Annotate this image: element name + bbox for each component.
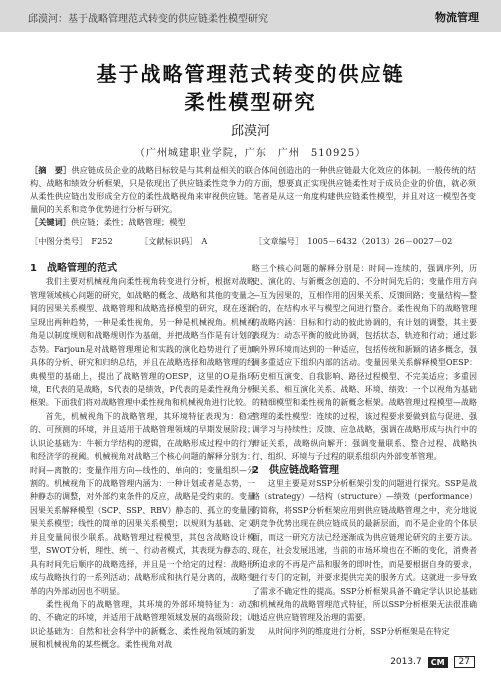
abstract-label: ［摘 要］	[30, 165, 72, 175]
left-column	[30, 262, 255, 652]
paragraph: 我们主要对机械视角向柔性视角转变进行分析，根据对战略管理领域核心问题的研究，如战略的概念、战略和其他的变量之间的因果关系模型、战略管理和战略选择模型的研究，现在逐渐呈现出两种趋势，一种是柔性视角，另一种是机械视角。机械视角是以制度规则和战略规则作为基础，并把战略当作是有计划的态势。Farjoun是对战略管理理论和实践的演化趋势进行了更加具体的分析、研究和归纳总结，并且在战略选择和战略管理的经典模型的基础上，提出了战略管理的OESP，这里的O是指环境，E代表的是战略，S代表的是绩效，P代表的是柔性视角分析框架。下面我们将对战略管理中柔性视角和机械视角进行比较。	[30, 277, 255, 408]
clc-number: ［中图分类号］ F252	[30, 236, 113, 246]
abstract-block	[30, 164, 476, 229]
journal-logo: CM	[428, 657, 448, 668]
paper-title-line1: 基于战略管理范式转变的供应链	[96, 62, 405, 86]
header-section: 物流管理	[435, 11, 479, 24]
header-author-title: 邱漠河：基于战略管理范式转变的供应链柔性模型研究	[28, 14, 268, 25]
paragraph: 柔性视角下的战略管理，其环境的外部环境特征为：动态的、不确定的环境，并适用于战略管理领域发展的高级阶段；认识论基础为：自然和社会科学中的新概念、柔性视角领域的新发展和机械视角的某些概念。柔性视角对战	[30, 599, 255, 650]
running-header	[0, 0, 501, 32]
affiliation: （广州城建职业学院，广东 广州 510925）	[134, 148, 367, 159]
paragraph: 从时间序列的维度进行分析，SSP分析框架是在特定	[267, 626, 450, 636]
paper-title-line2: 柔性模型研究	[184, 90, 317, 114]
section-heading-2: 2 供应链战略管理	[252, 464, 339, 476]
right-column	[252, 262, 477, 638]
author: 邱漠河	[230, 124, 270, 139]
paragraph: 首先，机械视角下的战略管理，其环境特征表现为：稳定的、可预测的环境，并且适用于战略管理领域的早期发展阶段；认识论基础为：牛顿力学结构的逻辑，在战略形成过程中的行为和经济学的视阈。机械视角对战略三个核心问题的解释分别为：时间—离散的；变量作用方向—线性的、单向的；变量组织—分割的。机械视角下的战略管理内涵为：一种计划或者是态势，一种静态的调整，对外部约束条件的反应，战略是受约束的。变量因果关系解释模型（SCP、SSP、RBV）静态的、孤立的变量因果关系模型；线性的简单的因果关系模型；以规则为基础、定义并且变量间很少联系。战略管理过程模型，其包含战略设计模型，SWOT分析，理性、统一、行动者模式，其表现为静态的、具有时间先后顺序的战略选择，并且是一个给定的过程：战略形成与战略执行的一系列活动；战略形成和执行是分离的，战略变革的内外部动因也不明显。	[30, 411, 255, 596]
section-heading-1: 1 战略管理的范式	[30, 263, 117, 274]
article-number: ［文章编号］ 1005－6432（2013）26－0027－02	[254, 236, 453, 246]
issue-date: 2013.7	[390, 657, 422, 667]
keywords-text: 供应链；柔性；战略管理；模型	[70, 217, 186, 227]
keywords-label: ［关键词］	[30, 217, 71, 227]
paragraph: 这里主要是对SSP分析框架引发的问题进行探究。SSP是战略（strategy）—结构（structure）—绩效（performance）的简称，将SSP分析框架应用到供应链战略管理之中，充分地说明竞争优势出现在供应链成员的最新层面，而不是企业的个体层面，而这一研究方法已经逐渐成为供应链理论研究的主要方法。现在，社会发展迅速，当前的市场环境也在不断的变化，消费者所追求的不再是产品和服务的即时性，而是要根据自身的要求，进行专门的定制，并要求提供完美的服务方式。这就进一步导致了需求不确定性的提高。SSP分析框架具备不确定学认识论基础和机械视角的战略管理范式特征，所以SSP分析框架无法很准确地适应供应链管理及治理的需要。	[252, 479, 477, 623]
page-number: 27	[454, 656, 475, 668]
page-footer	[390, 656, 475, 668]
abstract-text: 供应链成员企业的战略目标较是与其利益相关的联合体间创造出的一种供应链最大化效应的体制。一般传统的结构、战略和绩效分析框架，只是依现出了供应链柔性竞争力的方面，想要真正实现供应链柔性对于成员企业的价值，就必须从柔性供应链出发形成全方位的柔性战略视角来审视供应链。笔者是从这一角度构建供应链柔性模型，并且对这一模型各变量间的关系和竞争优势进行分析与研究。	[30, 165, 476, 214]
document-code: ［文献标识码］ A	[140, 236, 208, 246]
paragraph: 略三个核心问题的解释分别是：时间—连续的，强调序列，历史、演化的、与新概念创造的、不分时间先后的；变量作用方向—互为因果的，互相作用的因果关系、反馈回路；变量结构—整合的，在结构水平与模型之间进行整合。柔性视角下的战略管理的战略内涵：目标和行动的彼此协调的，有计划的调整，其主要表现为：动态平衡的彼此协调，包括状态、轨迹和行动；通过影响外界环境而达到的一种适应，包括传统和新颖的诸多概念，强调多重适应下组织内部的活动。变量因果关系解释模型OESP：历史相互演变、自我影响、路径过程模型、不完美适应；多重因果关系、相互演化关系、战略、环境、绩效：一个以视角为基础的精细模型和柔性视角的新概念框架。战略管理过程模型—战略管理的柔性模型：连续的过程，该过程要求要做到监与促进、强调学习与持续性；反馈、应急战略，强调在战略形成与执行中的辩证关系，战略纵向解开：强调变量联系、整合过程、战略执行、组织、环境与子过程的联系组织内外部变革管理。	[252, 264, 477, 462]
